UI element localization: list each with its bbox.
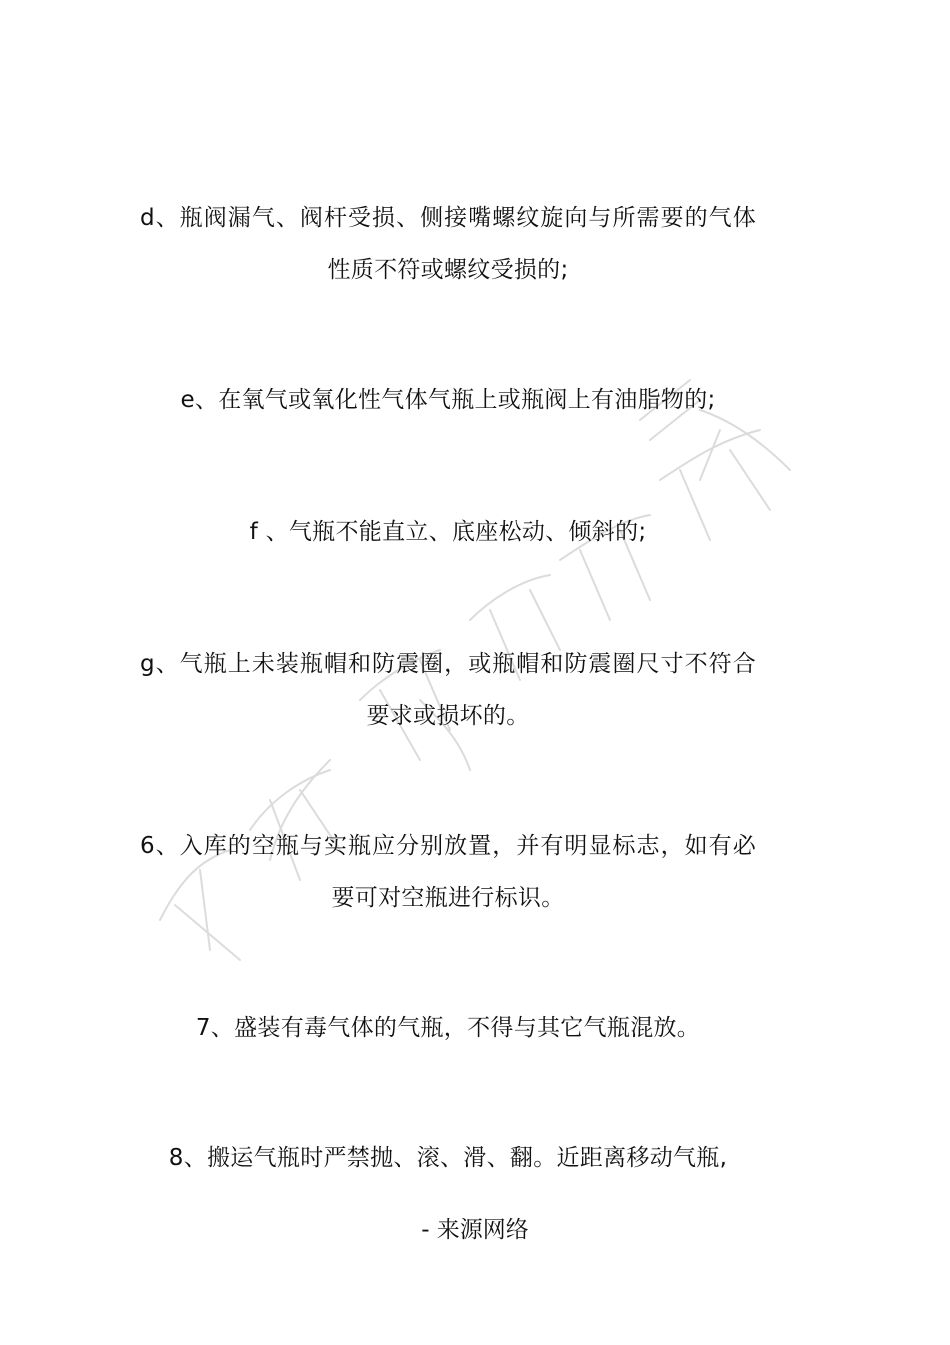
footer-source: - 来源网络 <box>421 1217 529 1243</box>
paragraph-item-6: 6、入库的空瓶与实瓶应分别放置，并有明显标志，如有必要可对空瓶进行标识。 <box>140 833 756 911</box>
paragraph-item-8: 8、搬运气瓶时严禁抛、滚、滑、翻。近距离移动气瓶, <box>168 1145 728 1171</box>
paragraph-g: g、气瓶上未装瓶帽和防震圈，或瓶帽和防震圈尺寸不符合要求或损坏的。 <box>140 651 756 729</box>
paragraph-e: e、在氧气或氧化性气体气瓶上或瓶阀上有油脂物的; <box>180 387 716 413</box>
paragraph-d: d、瓶阀漏气、阀杆受损、侧接嘴螺纹旋向与所需要的气体性质不符或螺纹受损的; <box>140 205 756 283</box>
paragraph-f: f 、气瓶不能直立、底座松动、倾斜的; <box>249 519 647 545</box>
paragraph-item-7: 7、盛装有毒气体的气瓶，不得与其它气瓶混放。 <box>195 1015 701 1041</box>
